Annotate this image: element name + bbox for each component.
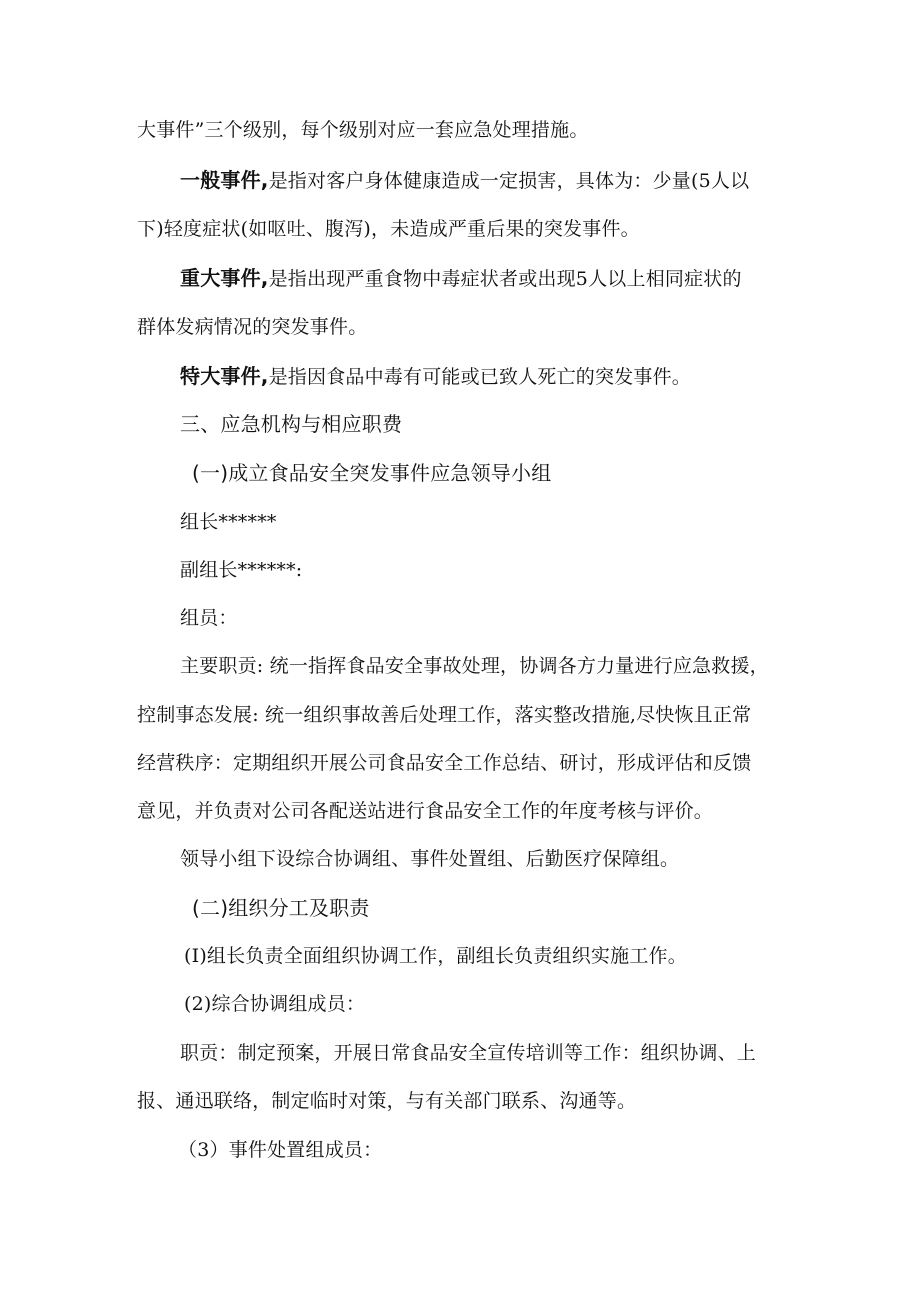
paragraph-line: 是指对客户身体健康造成一定损害，具体为：少量(5人以 (268, 170, 750, 192)
paragraph-line: 是指出现严重食物中毒症状者或出现5人以上相同症状的 (268, 268, 742, 290)
subsection-heading: (一)成立食品安全突发事件应急领导小组 (192, 461, 552, 485)
paragraph-general-event (180, 168, 749, 193)
paragraph-line: 职贡：制定预案，开展日常食品安全宣传培训等工作：组织协调、上 (180, 1042, 757, 1064)
paragraph-line: 群体发病情况的突发事件。 (137, 316, 368, 338)
paragraph-line: 控制事态发展: 统一组织事故善后处理工作，落实整改措施,尽快恢且正常 (137, 704, 752, 726)
list-item: (2)综合协调组成员： (184, 993, 366, 1015)
paragraph-line: 意见，并负责对公司各配送站进行食品安全工作的年度考核与评价。 (137, 800, 714, 822)
members-line: 组员： (180, 607, 238, 629)
paragraph-line: 下)轻度症状(如呕吐、腹泻)，未造成严重后果的突发事件。 (137, 218, 640, 240)
term-general-event: 一般事件, (180, 168, 269, 192)
list-item: (I)组长负责全面组织协调工作，副组长负责组织实施工作。 (184, 945, 687, 967)
vice-leader-line: 副组长******: (180, 559, 303, 581)
paragraph-line: 主要职贡: 统一指挥食品安全事故处理，协调各方力量进行应急救援， (180, 655, 769, 677)
paragraph-line: 大事件”三个级别，每个级别对应一套应急处理措施。 (137, 119, 589, 141)
list-item: （3）事件处置组成员： (178, 1139, 383, 1161)
section-heading: 三、应急机构与相应职费 (180, 412, 403, 436)
paragraph-line: 报、通迅联络，制定临时对策，与有关部门联系、沟通等。 (137, 1090, 637, 1112)
paragraph-line: 经营秩序：定期组织开展公司食品安全工作总结、研讨，形成评估和反馈 (137, 752, 752, 774)
paragraph-line: 领导小组下设综合协调组、事件处置组、后勤医疗保障组。 (180, 848, 680, 870)
paragraph-extraordinary-event (180, 364, 691, 389)
paragraph-line: 是指因食品中毒有可能或已致人死亡的突发事件。 (268, 366, 692, 388)
leader-line: 组长****** (180, 511, 277, 533)
subsection-heading: (二)组织分工及职责 (192, 896, 370, 920)
term-major-event: 重大事件, (180, 266, 269, 290)
paragraph-major-event (180, 266, 742, 291)
term-extraordinary-event: 特大事件, (180, 364, 269, 388)
